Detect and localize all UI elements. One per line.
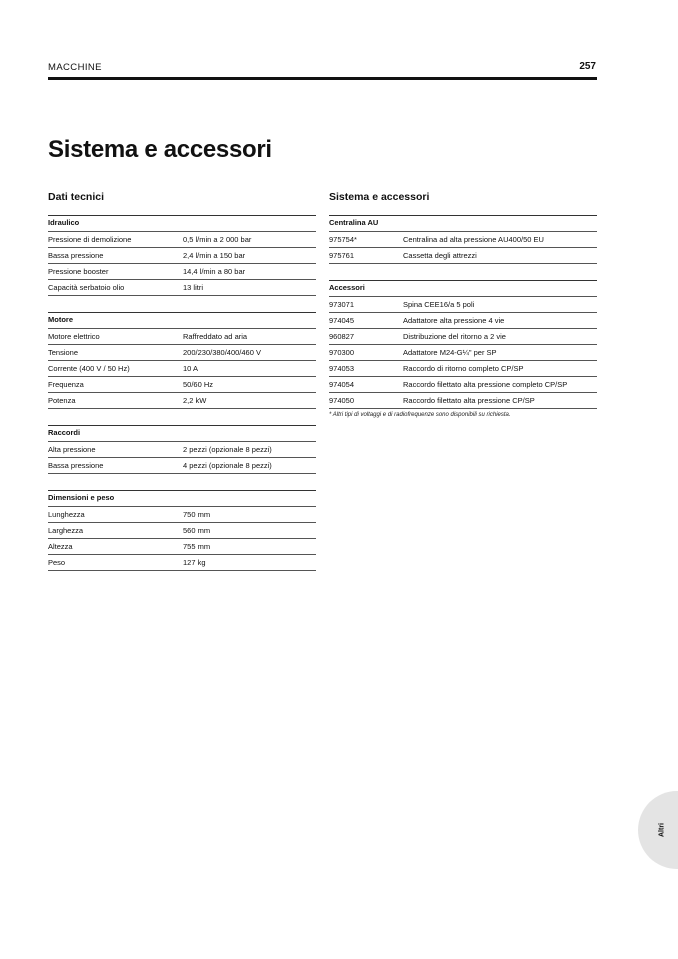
spec-cell-value: 755 mm	[183, 542, 211, 551]
tech-data-title: Dati tecnici	[48, 191, 105, 203]
spec-cell-label: Motore elettrico	[48, 332, 100, 341]
spec-section-heading: Dimensioni e peso	[48, 490, 316, 506]
spec-cell-label: Alta pressione	[48, 445, 96, 454]
spec-cell-label: Frequenza	[48, 380, 84, 389]
spec-cell-value: 560 mm	[183, 526, 211, 535]
accessory-cell-value: Adattatore M24-G¼" per SP	[403, 348, 497, 357]
accessory-row	[329, 247, 597, 263]
spec-cell-value: 200/230/380/400/460 V	[183, 348, 261, 357]
spec-row	[48, 344, 316, 360]
spec-section	[48, 312, 316, 425]
accessory-row	[329, 376, 597, 392]
accessory-row	[329, 312, 597, 328]
spec-row	[48, 247, 316, 263]
spec-row	[48, 231, 316, 247]
spec-row	[48, 376, 316, 392]
accessory-section-heading: Accessori	[329, 280, 597, 296]
spec-section-rule	[48, 408, 316, 425]
footnote: * Altri tipi di voltaggi e di radiofrequenze sono disponibili su richiesta.	[329, 412, 511, 418]
accessory-cell-value: Raccordo filettato alta pressione completo CP/SP	[403, 380, 568, 389]
spec-cell-label: Peso	[48, 558, 66, 567]
spec-cell-label: Potenza	[48, 396, 76, 405]
accessory-cell-label: 974050	[329, 396, 355, 405]
accessory-cell-label: 974053	[329, 364, 355, 373]
spec-section-rule	[48, 570, 316, 587]
accessory-section-rule	[329, 408, 597, 409]
spec-cell-label: Larghezza	[48, 526, 84, 535]
accessory-row	[329, 360, 597, 376]
spec-cell-label: Bassa pressione	[48, 461, 104, 470]
accessory-cell-value: Cassetta degli attrezzi	[403, 251, 477, 260]
accessory-section-heading: Centralina AU	[329, 215, 597, 231]
accessory-row	[329, 344, 597, 360]
page-number: 257	[579, 61, 596, 72]
spec-row	[48, 538, 316, 554]
spec-section	[48, 425, 316, 490]
spec-cell-label: Tensione	[48, 348, 79, 357]
accessories-tables	[329, 215, 597, 409]
accessory-cell-value: Spina CEE16/a 5 poli	[403, 300, 475, 309]
spec-cell-label: Corrente (400 V / 50 Hz)	[48, 364, 130, 373]
accessory-cell-value: Raccordo di ritorno completo CP/SP	[403, 364, 524, 373]
accessory-cell-label: 974045	[329, 316, 355, 325]
spec-cell-label: Pressione booster	[48, 267, 109, 276]
spec-cell-label: Capacità serbatoio olio	[48, 283, 125, 292]
accessory-section	[329, 280, 597, 409]
tech-data-column	[48, 191, 316, 587]
spec-cell-value: 2,2 kW	[183, 396, 207, 405]
spec-row	[48, 328, 316, 344]
accessory-row	[329, 231, 597, 247]
running-header-section: MACCHINE	[48, 62, 102, 73]
spec-cell-value: 750 mm	[183, 510, 211, 519]
accessory-cell-label: 975761	[329, 251, 355, 260]
spec-cell-value: 0,5 l/min a 2 000 bar	[183, 235, 252, 244]
spec-cell-value: Raffreddato ad aria	[183, 332, 248, 341]
accessory-cell-value: Adattatore alta pressione 4 vie	[403, 316, 505, 325]
spec-cell-value: 127 kg	[183, 558, 206, 567]
spec-cell-value: 14,4 l/min a 80 bar	[183, 267, 246, 276]
spec-cell-label: Lunghezza	[48, 510, 85, 519]
spec-row	[48, 457, 316, 473]
spec-section-heading: Raccordi	[48, 425, 316, 441]
spec-row	[48, 392, 316, 408]
spec-cell-value: 10 A	[183, 364, 199, 373]
accessory-row	[329, 328, 597, 344]
accessory-cell-label: 973071	[329, 300, 355, 309]
spec-cell-label: Pressione di demolizione	[48, 235, 132, 244]
spec-row	[48, 360, 316, 376]
accessory-section	[329, 215, 597, 280]
accessory-row	[329, 296, 597, 312]
accessory-row	[329, 392, 597, 408]
accessories-column	[329, 191, 597, 419]
spec-section-heading: Motore	[48, 312, 316, 328]
spec-row	[48, 441, 316, 457]
spec-section-heading: Idraulico	[48, 215, 316, 231]
spec-cell-value: 2 pezzi (opzionale 8 pezzi)	[183, 445, 272, 454]
spec-section-rule	[48, 473, 316, 490]
spec-row	[48, 522, 316, 538]
spec-cell-value: 13 litri	[183, 283, 204, 292]
spec-row	[48, 263, 316, 279]
accessories-title: Sistema e accessori	[329, 191, 430, 203]
spec-cell-label: Bassa pressione	[48, 251, 104, 260]
spec-row	[48, 279, 316, 295]
spec-cell-label: Altezza	[48, 542, 73, 551]
side-tab-label: Altri	[658, 823, 666, 837]
accessory-section-rule	[329, 263, 597, 280]
accessory-cell-label: 970300	[329, 348, 355, 357]
spec-row	[48, 506, 316, 522]
spec-cell-value: 50/60 Hz	[183, 380, 214, 389]
accessory-cell-label: 974054	[329, 380, 355, 389]
accessory-cell-value: Raccordo filettato alta pressione CP/SP	[403, 396, 535, 405]
page-title: Sistema e accessori	[48, 136, 272, 163]
accessory-cell-label: 975754*	[329, 235, 357, 244]
spec-section	[48, 215, 316, 312]
accessory-cell-value: Distribuzione del ritorno a 2 vie	[403, 332, 506, 341]
spec-cell-value: 2,4 l/min a 150 bar	[183, 251, 246, 260]
header-rule	[48, 77, 597, 80]
spec-cell-value: 4 pezzi (opzionale 8 pezzi)	[183, 461, 272, 470]
accessory-cell-value: Centralina ad alta pressione AU400/50 EU	[403, 235, 544, 244]
spec-row	[48, 554, 316, 570]
accessory-cell-label: 960827	[329, 332, 355, 341]
spec-section	[48, 490, 316, 587]
tech-data-tables	[48, 215, 316, 587]
spec-section-rule	[48, 295, 316, 312]
